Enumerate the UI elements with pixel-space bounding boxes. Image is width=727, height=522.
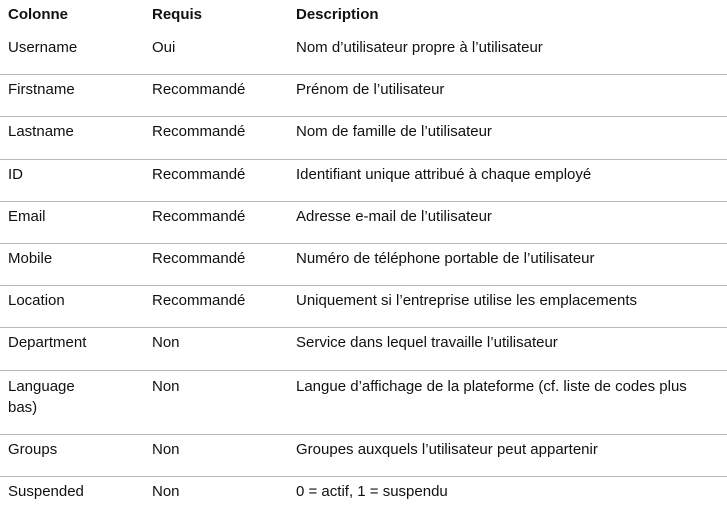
table-row bbox=[0, 477, 727, 517]
required-value: Non bbox=[152, 377, 180, 395]
required-value: Recommandé bbox=[152, 81, 246, 99]
required-value: Recommandé bbox=[152, 292, 246, 310]
column-name: Mobile bbox=[8, 249, 53, 267]
description-text: Numéro de téléphone portable de l’utilisateur bbox=[296, 249, 595, 267]
column-name: Groups bbox=[8, 440, 58, 458]
header-requis: Requis bbox=[152, 6, 203, 23]
column-name: Username bbox=[8, 39, 78, 56]
required-value: Non bbox=[152, 334, 180, 352]
description-text: Groupes auxquels l’utilisateur peut appartenir bbox=[296, 440, 598, 458]
description-text: Service dans lequel travaille l’utilisateur bbox=[296, 334, 558, 352]
description-text: Prénom de l’utilisateur bbox=[296, 81, 445, 99]
required-value: Oui bbox=[152, 39, 176, 56]
description-text: Uniquement si l’entreprise utilise les emplacements bbox=[296, 292, 637, 310]
table-row bbox=[0, 202, 727, 244]
column-name: Email bbox=[8, 207, 46, 225]
required-value: Recommandé bbox=[152, 249, 246, 267]
table-row bbox=[0, 328, 727, 370]
required-value: Non bbox=[152, 440, 180, 458]
table-row bbox=[0, 160, 727, 202]
table-row bbox=[0, 244, 727, 286]
column-name: Firstname bbox=[8, 81, 75, 99]
table-row bbox=[0, 75, 727, 117]
table-row bbox=[0, 117, 727, 159]
table-row bbox=[0, 371, 727, 435]
required-value: Recommandé bbox=[152, 207, 246, 225]
column-name: Language bas) bbox=[8, 377, 75, 416]
required-value: Non bbox=[152, 482, 180, 500]
header-colonne: Colonne bbox=[8, 6, 68, 23]
description-text: Identifiant unique attribué à chaque employé bbox=[296, 165, 592, 183]
column-name: Department bbox=[8, 334, 87, 352]
description-text: 0 = actif, 1 = suspendu bbox=[296, 482, 448, 500]
table-row bbox=[0, 286, 727, 328]
description-text: Langue d’affichage de la plateforme (cf. liste de codes plus bbox=[296, 377, 687, 395]
required-value: Recommandé bbox=[152, 165, 246, 183]
column-name: Suspended bbox=[8, 482, 84, 500]
header-description: Description bbox=[296, 6, 379, 23]
description-text: Nom de famille de l’utilisateur bbox=[296, 123, 492, 141]
column-name: Location bbox=[8, 292, 65, 310]
table-row bbox=[0, 435, 727, 477]
required-value: Recommandé bbox=[152, 123, 246, 141]
column-name: Lastname bbox=[8, 123, 74, 141]
description-text: Adresse e-mail de l’utilisateur bbox=[296, 207, 492, 225]
column-name: ID bbox=[8, 165, 23, 183]
description-text: Nom d’utilisateur propre à l’utilisateur bbox=[296, 39, 543, 56]
table-header-row bbox=[0, 0, 727, 33]
table-row bbox=[0, 33, 727, 75]
